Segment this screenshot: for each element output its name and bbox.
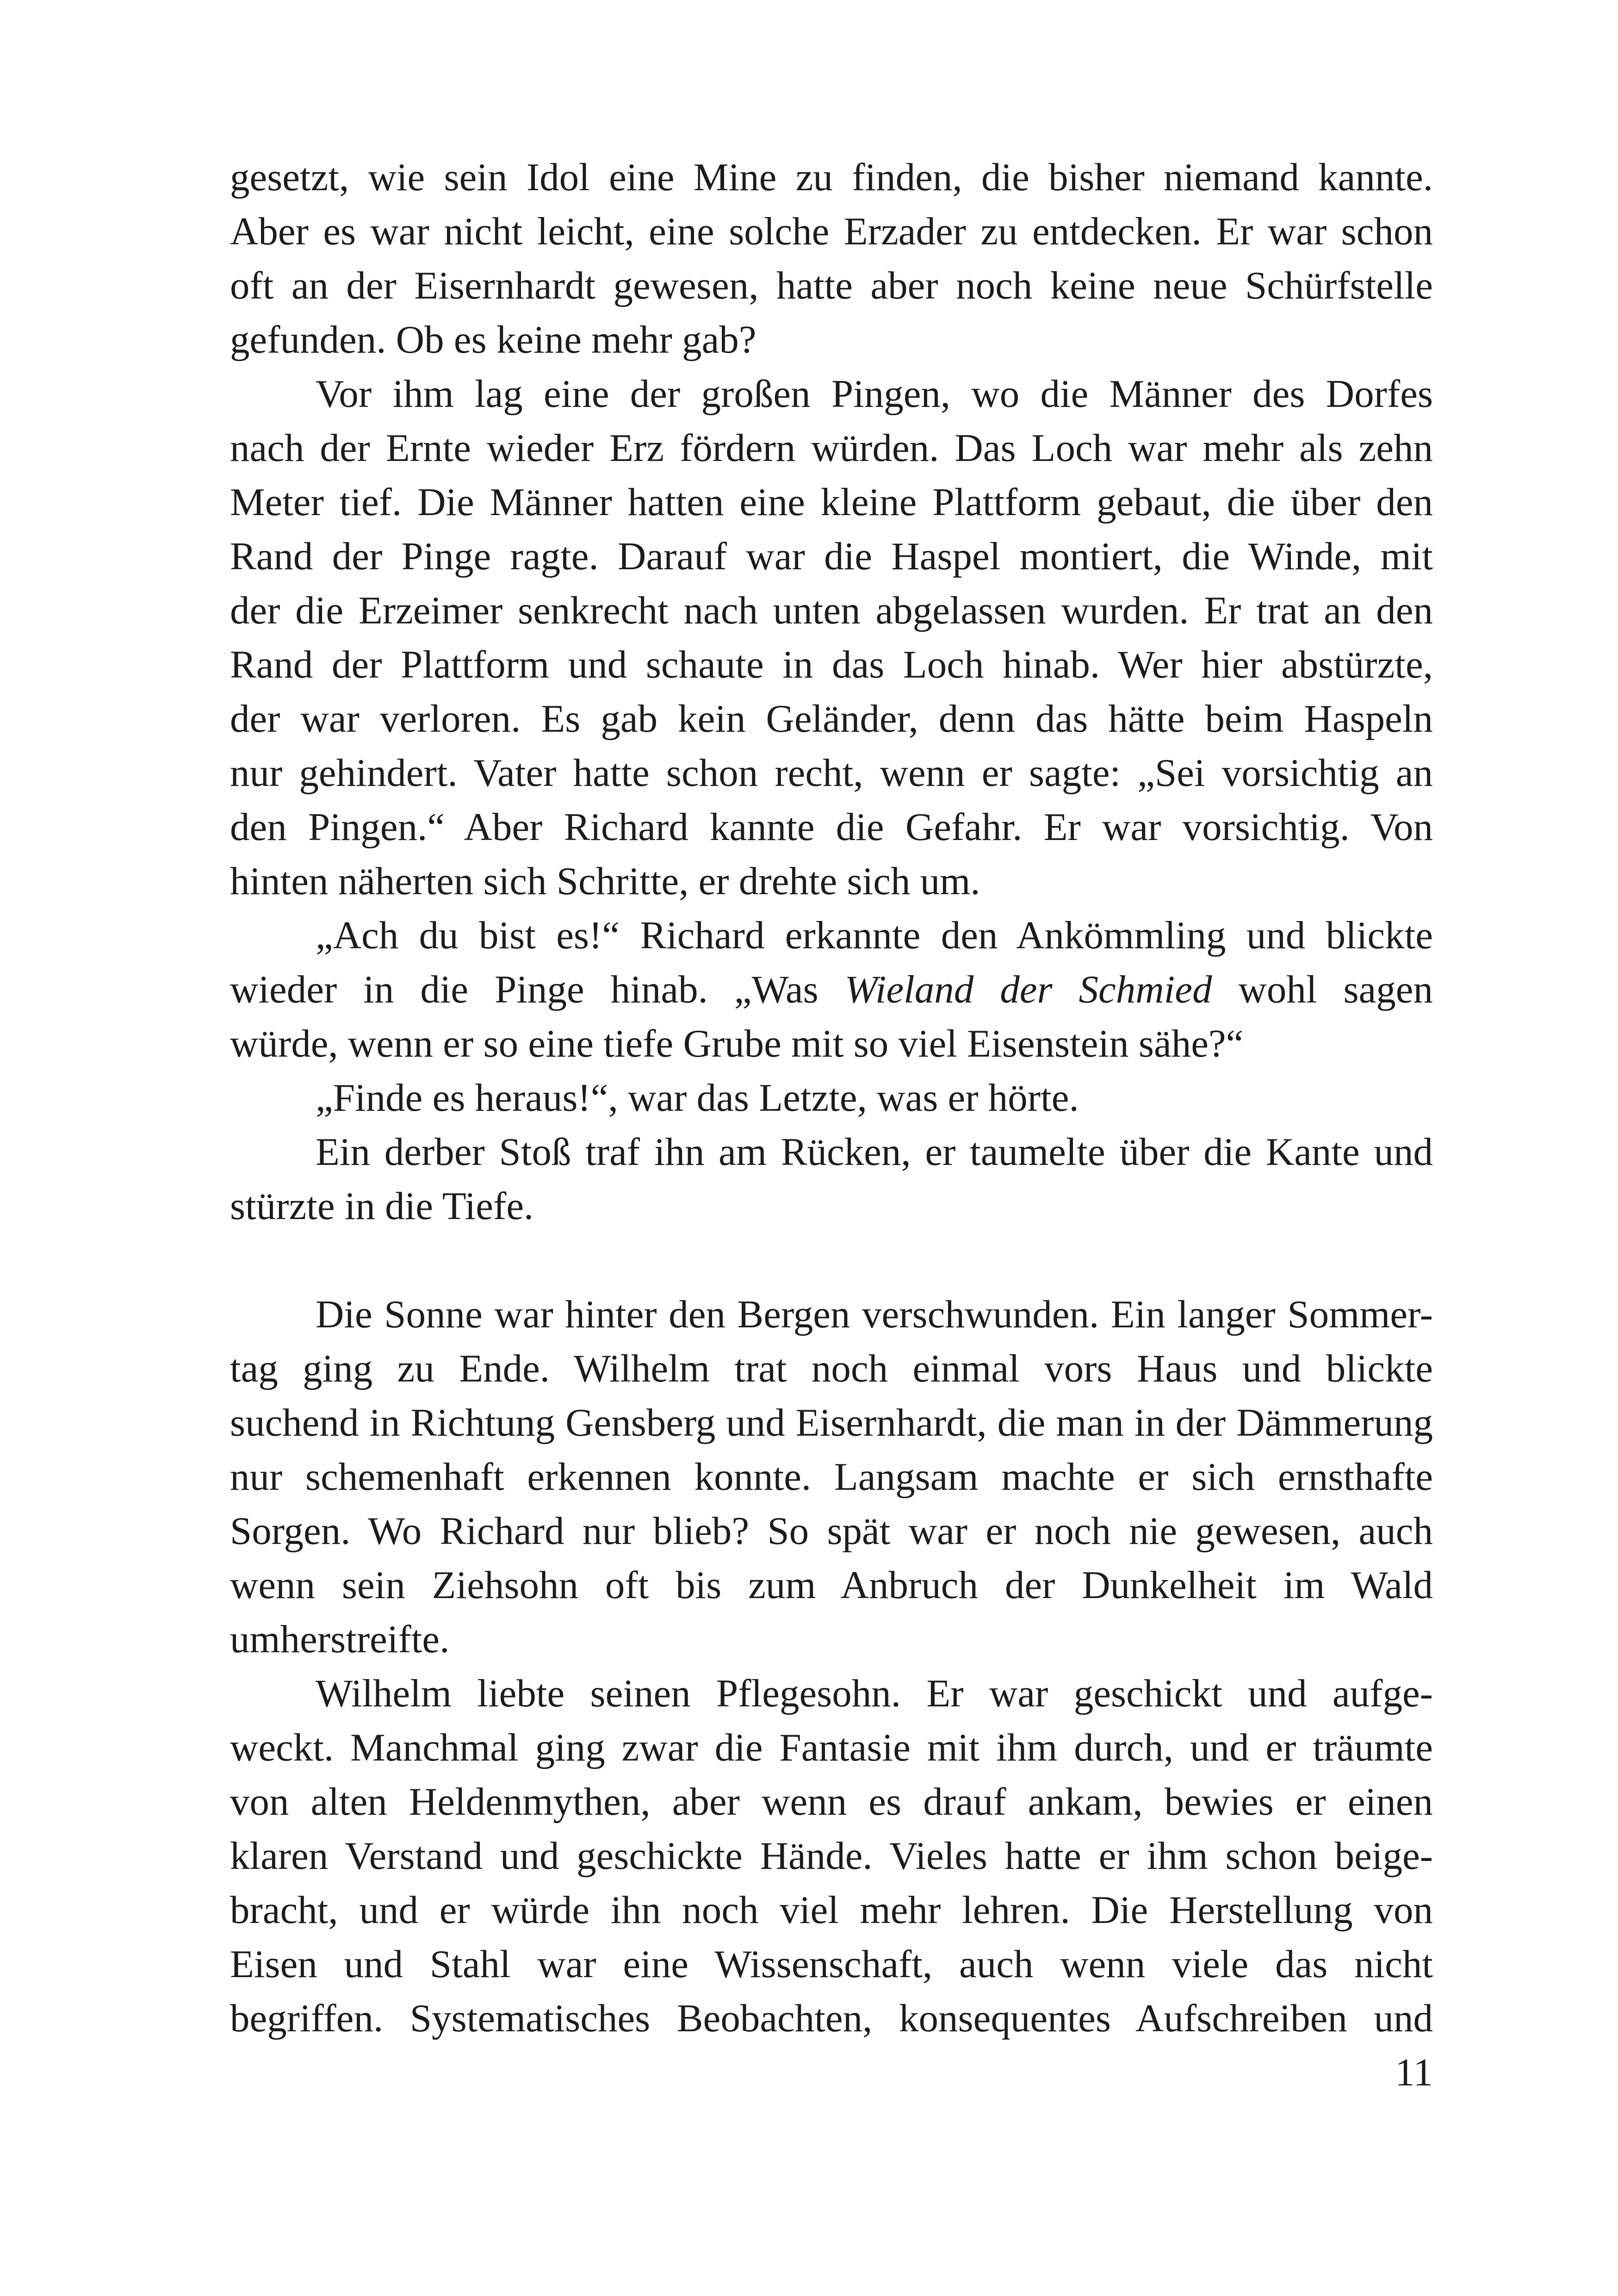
text-line: Aber es war nicht leicht, eine solche Erzader zu entdecken. Er war schon bbox=[230, 210, 1433, 253]
text-line: der war verloren. Es gab kein Geländer, denn das hätte beim Haspeln bbox=[230, 697, 1433, 740]
text-line: nur schemenhaft erkennen konnte. Langsam machte er sich ernsthafte bbox=[230, 1455, 1433, 1499]
text-line: stürzte in die Tiefe. bbox=[230, 1184, 534, 1228]
text-line: begriffen. Systematisches Beobachten, konsequentes Aufschreiben und bbox=[230, 1997, 1433, 2040]
text-line: Rand der Plattform und schaute in das Loch hinab. Wer hier abstürzte, bbox=[230, 643, 1433, 686]
text-line: weckt. Manchmal ging zwar die Fantasie mit ihm durch, und er träumte bbox=[230, 1726, 1433, 1769]
text-line: nur gehindert. Vater hatte schon recht, wenn er sagte: „Sei vorsichtig an bbox=[230, 751, 1433, 795]
text-line: Meter tief. Die Männer hatten eine kleine Plattform gebaut, die über den bbox=[230, 480, 1433, 524]
text-line: tag ging zu Ende. Wilhelm trat noch einmal vors Haus und blickte bbox=[230, 1347, 1433, 1390]
paragraph-5 bbox=[230, 1125, 1433, 1233]
paragraph-7 bbox=[230, 1667, 1433, 2046]
text-line: würde, wenn er so eine tiefe Grube mit so viel Eisenstein sähe?“ bbox=[230, 1022, 1244, 1065]
page-number: 11 bbox=[1395, 2051, 1433, 2094]
text-line: Ein derber Stoß traf ihn am Rücken, er taumelte über die Kante und bbox=[316, 1130, 1433, 1174]
text-line: gefunden. Ob es keine mehr gab? bbox=[230, 318, 756, 361]
paragraph-3 bbox=[230, 908, 1433, 1071]
text-line: bracht, und er würde ihn noch viel mehr lehren. Die Herstellung von bbox=[230, 1888, 1433, 1932]
text-line: den Pingen.“ Aber Richard kannte die Gefahr. Er war vorsichtig. Von bbox=[230, 805, 1433, 849]
text-line: Vor ihm lag eine der großen Pingen, wo die Männer des Dorfes bbox=[316, 372, 1433, 416]
paragraph-1 bbox=[230, 150, 1433, 367]
italic-title: Wieland der Schmied bbox=[844, 968, 1212, 1011]
paragraph-6 bbox=[230, 1288, 1433, 1667]
text-line-with-italic: wieder in die Pinge hinab. „Was Wieland der Schmied wohl sagen bbox=[230, 968, 1433, 1011]
text-line: „Ach du bist es!“ Richard erkannte den Ankömmling und blickte bbox=[316, 914, 1433, 957]
paragraph-4 bbox=[230, 1071, 1433, 1125]
text-line: umherstreifte. bbox=[230, 1618, 450, 1661]
text-line: der die Erzeimer senkrecht nach unten abgelassen wurden. Er trat an den bbox=[230, 589, 1433, 632]
text-line: hinten näherten sich Schritte, er drehte sich um. bbox=[230, 859, 980, 903]
paragraph-2 bbox=[230, 367, 1433, 908]
body-text bbox=[230, 150, 1433, 2046]
text-line: Rand der Pinge ragte. Darauf war die Haspel montiert, die Winde, mit bbox=[230, 535, 1433, 578]
text-line: „Finde es heraus!“, war das Letzte, was er hörte. bbox=[316, 1076, 1079, 1120]
text-line: nach der Ernte wieder Erz fördern würden. Das Loch war mehr als zehn bbox=[230, 426, 1433, 470]
text-line: suchend in Richtung Gensberg und Eisernhardt, die man in der Dämmerung bbox=[230, 1401, 1433, 1444]
text-line: Wilhelm liebte seinen Pflegesohn. Er war geschickt und aufge- bbox=[316, 1672, 1433, 1715]
text-line: klaren Verstand und geschickte Hände. Vieles hatte er ihm schon beige- bbox=[230, 1834, 1433, 1878]
text-line: gesetzt, wie sein Idol eine Mine zu finden, die bisher niemand kannte. bbox=[230, 156, 1433, 199]
text-line: oft an der Eisernhardt gewesen, hatte aber noch keine neue Schürfstelle bbox=[230, 264, 1433, 307]
text-line: von alten Heldenmythen, aber wenn es drauf ankam, bewies er einen bbox=[230, 1780, 1433, 1823]
section-break bbox=[230, 1233, 1433, 1288]
text-line: wenn sein Ziehsohn oft bis zum Anbruch der Dunkelheit im Wald bbox=[230, 1563, 1433, 1607]
text-line: Eisen und Stahl war eine Wissenschaft, auch wenn viele das nicht bbox=[230, 1942, 1433, 1986]
text-line: Sorgen. Wo Richard nur blieb? So spät war er noch nie gewesen, auch bbox=[230, 1509, 1433, 1553]
text-line: Die Sonne war hinter den Bergen verschwunden. Ein langer Sommer- bbox=[316, 1293, 1433, 1336]
